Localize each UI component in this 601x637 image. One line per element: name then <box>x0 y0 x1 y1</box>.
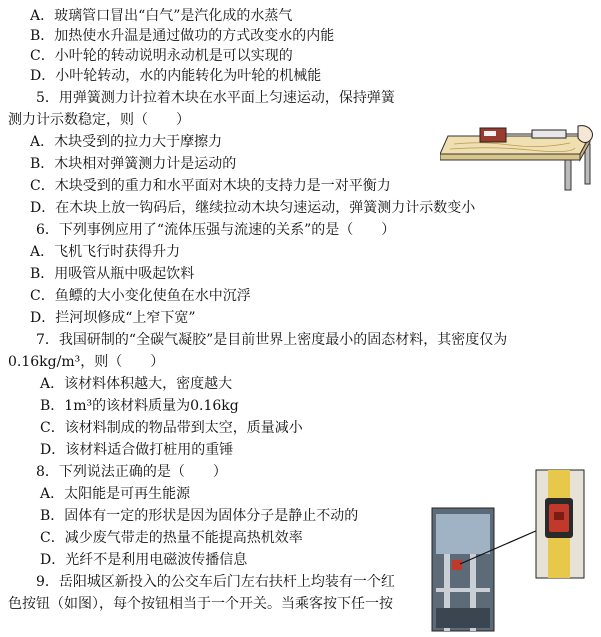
text-line: D．该材料适合做打桩用的重锤 <box>40 442 234 458</box>
text-line: A．木块受到的拉力大于摩擦力 <box>30 134 223 150</box>
text-line: C．减少废气带走的热量不能提高热机效率 <box>40 530 303 546</box>
text-line: A．玻璃管口冒出“白气”是汽化成的水蒸气 <box>30 8 293 24</box>
question-5-stem: 5．用弹簧测力计拉着木块在水平面上匀速运动，保持弹簧 <box>36 90 395 106</box>
text-line: C．鱼鳔的大小变化使鱼在水中沉浮 <box>30 288 251 304</box>
question-9-stem-cont: 色按钮（如图），每个按钮相当于一个开关。当乘客按下任一按 <box>8 596 393 612</box>
text-line: C．小叶轮的转动说明永动机是可以实现的 <box>30 48 293 64</box>
text-line: B．1m³的该材料质量为0.16kg <box>40 398 239 414</box>
question-8-stem: 8．下列说法正确的是（ ） <box>36 464 227 480</box>
text-line: D．在木块上放一钩码后，继续拉动木块匀速运动，弹簧测力计示数变小 <box>30 200 476 216</box>
question-5-stem-cont: 测力计示数稳定，则（ ） <box>8 112 190 128</box>
question-9-stem: 9．岳阳城区新投入的公交车后门左右扶杆上均装有一个红 <box>36 574 395 590</box>
spring-scale-figure <box>440 114 598 192</box>
bus-button-drawing <box>430 468 600 633</box>
question-7-stem: 7．我国研制的“全碳气凝胶”是目前世界上密度最小的固态材料，其密度仅为 <box>36 332 508 348</box>
text-line: D．光纤不是利用电磁波传播信息 <box>40 552 248 568</box>
text-line: B．加热使水升温是通过做功的方式改变水的内能 <box>30 28 335 44</box>
text-line: D．拦河坝修成“上窄下宽” <box>30 310 196 326</box>
question-6-stem: 6．下列事例应用了“流体压强与流速的关系”的是（ ） <box>36 222 396 238</box>
text-line: C．该材料制成的物品带到太空，质量减小 <box>40 420 303 436</box>
spring-scale-drawing <box>440 114 598 192</box>
text-line: A．该材料体积越大，密度越大 <box>40 376 233 392</box>
bus-button-figure <box>430 468 600 633</box>
text-line: A．飞机飞行时获得升力 <box>30 244 181 260</box>
text-line: B．固体有一定的形状是因为固体分子是静止不动的 <box>40 508 359 524</box>
text-line: B．木块相对弹簧测力计是运动的 <box>30 156 237 172</box>
text-line: D．小叶轮转动，水的内能转化为叶轮的机械能 <box>30 68 322 84</box>
text-line: C．木块受到的重力和水平面对木块的支持力是一对平衡力 <box>30 178 391 194</box>
text-line: A．太阳能是可再生能源 <box>40 486 191 502</box>
text-line: B．用吸管从瓶中吸起饮料 <box>30 266 195 282</box>
question-7-stem-cont: 0.16kg/m³，则（ ） <box>8 354 165 370</box>
